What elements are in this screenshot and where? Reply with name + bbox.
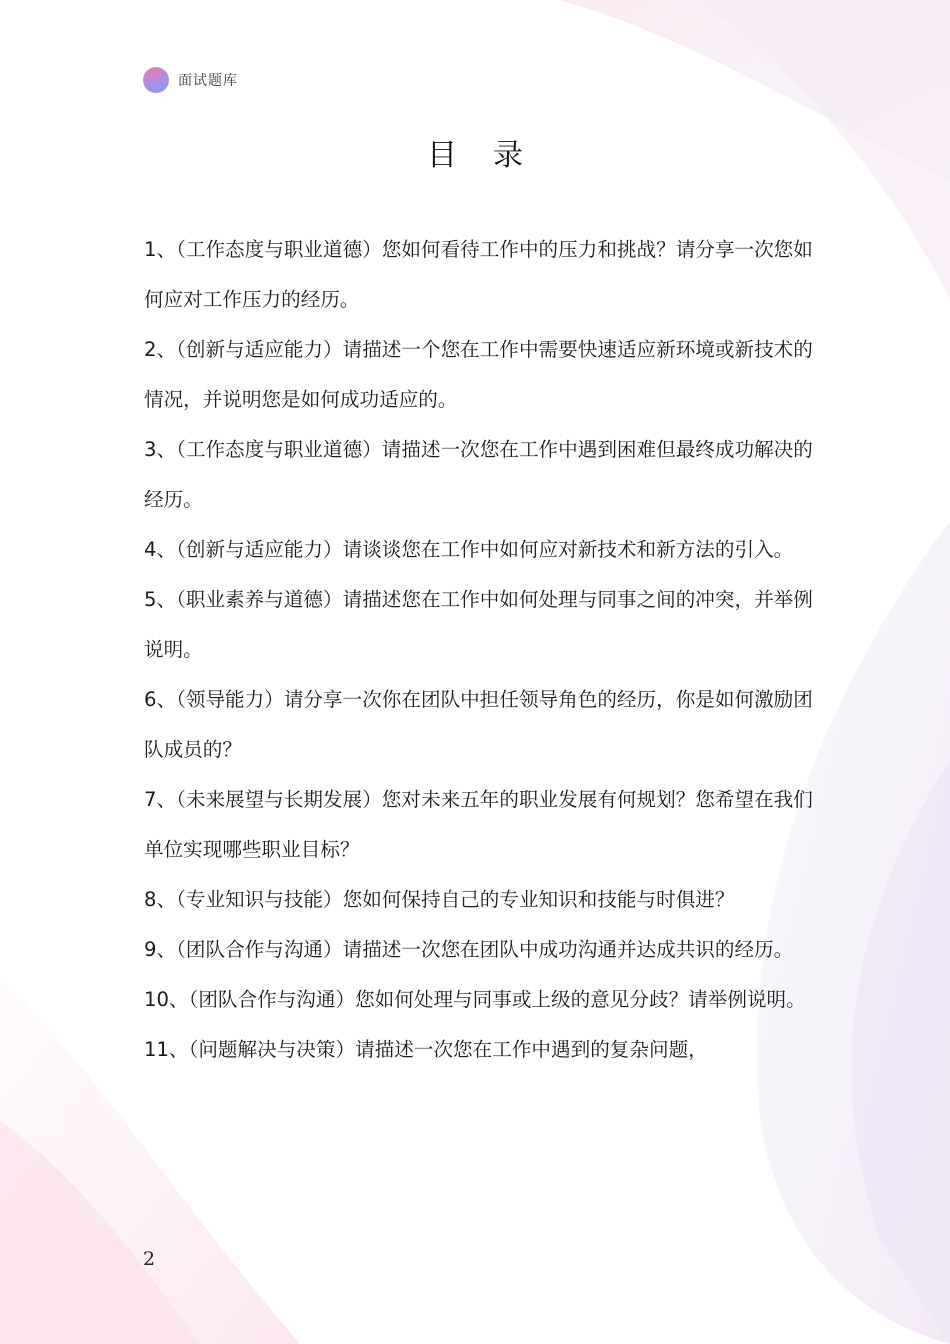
toc-item[interactable]: 5、（职业素养与道德）请描述您在工作中如何处理与同事之间的冲突，并举例说明。 xyxy=(144,588,813,661)
logo-icon xyxy=(143,67,169,93)
toc-item[interactable]: 8、（专业知识与技能）您如何保持自己的专业知识和技能与时俱进？ xyxy=(144,888,735,911)
toc-item[interactable]: 4、（创新与适应能力）请谈谈您在工作中如何应对新技术和新方法的引入。 xyxy=(144,538,794,561)
toc-list xyxy=(144,225,816,1075)
toc-title: 目录 xyxy=(427,138,559,173)
toc-item[interactable]: 7、（未来展望与长期发展）您对未来五年的职业发展有何规划？您希望在我们单位实现哪些职业目标？ xyxy=(144,788,813,861)
page-number: 2 xyxy=(143,1248,156,1270)
toc-item[interactable]: 1、（工作态度与职业道德）您如何看待工作中的压力和挑战？请分享一次您如何应对工作压力的经历。 xyxy=(144,238,813,311)
page-header xyxy=(143,67,238,93)
toc-item[interactable]: 6、（领导能力）请分享一次你在团队中担任领导角色的经历，你是如何激励团队成员的？ xyxy=(144,688,813,761)
toc-item[interactable]: 10、（团队合作与沟通）您如何处理与同事或上级的意见分歧？请举例说明。 xyxy=(144,988,806,1011)
header-title: 面试题库 xyxy=(178,73,238,89)
toc-item[interactable]: 9、（团队合作与沟通）请描述一次您在团队中成功沟通并达成共识的经历。 xyxy=(144,938,794,961)
toc-item[interactable]: 2、（创新与适应能力）请描述一个您在工作中需要快速适应新环境或新技术的情况，并说明您是如何成功适应的。 xyxy=(144,338,813,411)
toc-item[interactable]: 11、（问题解决与决策）请描述一次您在工作中遇到的复杂问题， xyxy=(144,1038,708,1061)
toc-item[interactable]: 3、（工作态度与职业道德）请描述一次您在工作中遇到困难但最终成功解决的经历。 xyxy=(144,438,813,511)
